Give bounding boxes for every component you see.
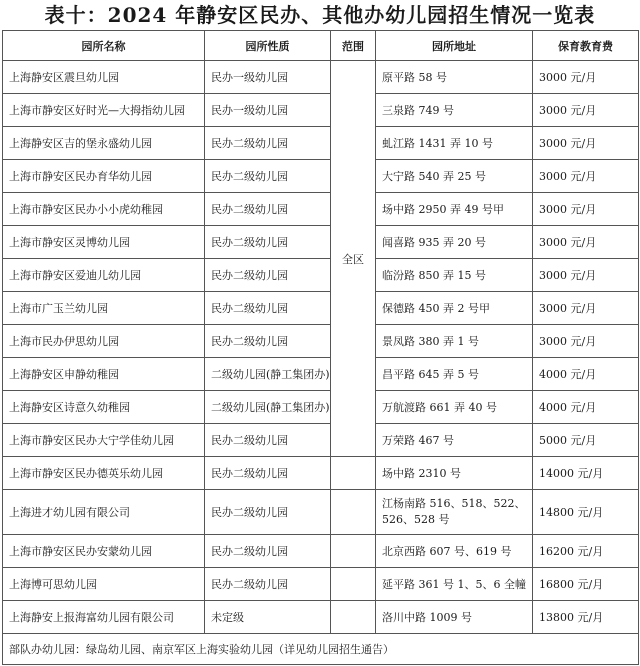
cell-scope: 全区: [331, 61, 376, 457]
cell-address: 闻喜路 935 弄 20 号: [376, 226, 533, 259]
cell-address: 延平路 361 号 1、5、6 全幢: [376, 568, 533, 601]
cell-fee: 3000 元/月: [533, 127, 639, 160]
cell-type: 民办二级幼儿园: [205, 226, 331, 259]
cell-address: 场中路 2950 弄 49 号甲: [376, 193, 533, 226]
cell-fee: 4000 元/月: [533, 391, 639, 424]
cell-address: 原平路 58 号: [376, 61, 533, 94]
cell-fee: 14800 元/月: [533, 490, 639, 535]
cell-fee: 4000 元/月: [533, 358, 639, 391]
table-row: [3, 358, 639, 391]
cell-address: 景凤路 380 弄 1 号: [376, 325, 533, 358]
cell-name: 上海市静安区民办育华幼儿园: [3, 160, 205, 193]
cell-name: 上海静安区诗意久幼稚园: [3, 391, 205, 424]
cell-fee: 3000 元/月: [533, 226, 639, 259]
cell-address: 万荣路 467 号: [376, 424, 533, 457]
header-fee: 保育教育费: [533, 31, 639, 61]
cell-address: 昌平路 645 弄 5 号: [376, 358, 533, 391]
cell-type: 民办二级幼儿园: [205, 127, 331, 160]
cell-name: 上海市静安区爱迪儿幼儿园: [3, 259, 205, 292]
cell-fee: 13800 元/月: [533, 601, 639, 634]
table-row: [3, 391, 639, 424]
cell-type: 民办二级幼儿园: [205, 292, 331, 325]
cell-name: 上海静安区吉的堡永盛幼儿园: [3, 127, 205, 160]
cell-scope-empty: [331, 457, 376, 490]
table-row: [3, 259, 639, 292]
table-row: [3, 601, 639, 634]
cell-scope-empty: [331, 601, 376, 634]
table-row: [3, 568, 639, 601]
cell-type: 二级幼儿园(静工集团办): [205, 358, 331, 391]
cell-scope-empty: [331, 490, 376, 535]
cell-address: 虬江路 1431 弄 10 号: [376, 127, 533, 160]
cell-fee: 3000 元/月: [533, 61, 639, 94]
cell-fee: 3000 元/月: [533, 325, 639, 358]
cell-fee: 3000 元/月: [533, 94, 639, 127]
cell-address: 保德路 450 弄 2 号甲: [376, 292, 533, 325]
footnote-row: [3, 634, 639, 665]
cell-type: 民办二级幼儿园: [205, 535, 331, 568]
cell-type: 民办二级幼儿园: [205, 424, 331, 457]
table-row: [3, 160, 639, 193]
cell-fee: 3000 元/月: [533, 292, 639, 325]
cell-name: 上海静安上报海富幼儿园有限公司: [3, 601, 205, 634]
cell-name: 上海市静安区灵博幼儿园: [3, 226, 205, 259]
table-row: [3, 457, 639, 490]
cell-fee: 16800 元/月: [533, 568, 639, 601]
table-row: [3, 61, 639, 94]
cell-fee: 3000 元/月: [533, 160, 639, 193]
cell-address: 万航渡路 661 弄 40 号: [376, 391, 533, 424]
table-row: [3, 127, 639, 160]
cell-type: 民办二级幼儿园: [205, 490, 331, 535]
cell-type: 民办二级幼儿园: [205, 160, 331, 193]
table-title: 表十：2024 年静安区民办、其他办幼儿园招生情况一览表: [44, 3, 596, 27]
cell-name: 上海进才幼儿园有限公司: [3, 490, 205, 535]
cell-address: 三泉路 749 号: [376, 94, 533, 127]
header-address: 园所地址: [376, 31, 533, 61]
table-row: [3, 535, 639, 568]
cell-fee: 5000 元/月: [533, 424, 639, 457]
table-row: [3, 226, 639, 259]
cell-name: 上海市民办伊思幼儿园: [3, 325, 205, 358]
cell-scope-empty: [331, 568, 376, 601]
table-row: [3, 94, 639, 127]
cell-fee: 3000 元/月: [533, 193, 639, 226]
cell-address: 洛川中路 1009 号: [376, 601, 533, 634]
cell-type: 未定级: [205, 601, 331, 634]
table-row: [3, 292, 639, 325]
cell-type: 民办二级幼儿园: [205, 193, 331, 226]
header-scope: 范围: [331, 31, 376, 61]
kindergarten-table: [2, 30, 639, 665]
cell-type: 民办一级幼儿园: [205, 94, 331, 127]
cell-name: 上海市静安区好时光—大拇指幼儿园: [3, 94, 205, 127]
cell-name: 上海博可思幼儿园: [3, 568, 205, 601]
cell-type: 民办二级幼儿园: [205, 568, 331, 601]
cell-type: 民办二级幼儿园: [205, 259, 331, 292]
footnote: 部队办幼儿园：绿岛幼儿园、南京军区上海实验幼儿园（详见幼儿园招生通告）: [3, 634, 639, 665]
cell-fee: 16200 元/月: [533, 535, 639, 568]
table-row: [3, 424, 639, 457]
cell-type: 二级幼儿园(静工集团办): [205, 391, 331, 424]
cell-name: 上海市广玉兰幼儿园: [3, 292, 205, 325]
header-type: 园所性质: [205, 31, 331, 61]
cell-scope-empty: [331, 535, 376, 568]
cell-name: 上海市静安区民办小小虎幼稚园: [3, 193, 205, 226]
cell-address: 临汾路 850 弄 15 号: [376, 259, 533, 292]
cell-name: 上海静安区申静幼稚园: [3, 358, 205, 391]
cell-address: 场中路 2310 号: [376, 457, 533, 490]
table-row: [3, 325, 639, 358]
cell-type: 民办一级幼儿园: [205, 61, 331, 94]
cell-name: 上海静安区震旦幼儿园: [3, 61, 205, 94]
header-name: 园所名称: [3, 31, 205, 61]
cell-name: 上海市静安区民办德英乐幼儿园: [3, 457, 205, 490]
cell-address: 江杨南路 516、518、522、526、528 号: [376, 490, 533, 535]
table-row: [3, 193, 639, 226]
cell-name: 上海市静安区民办大宁学佳幼儿园: [3, 424, 205, 457]
cell-type: 民办二级幼儿园: [205, 457, 331, 490]
cell-type: 民办二级幼儿园: [205, 325, 331, 358]
cell-fee: 3000 元/月: [533, 259, 639, 292]
cell-address: 大宁路 540 弄 25 号: [376, 160, 533, 193]
table-row: [3, 490, 639, 535]
cell-fee: 14000 元/月: [533, 457, 639, 490]
header-row: [3, 31, 639, 61]
cell-address: 北京西路 607 号、619 号: [376, 535, 533, 568]
cell-name: 上海市静安区民办安蒙幼儿园: [3, 535, 205, 568]
